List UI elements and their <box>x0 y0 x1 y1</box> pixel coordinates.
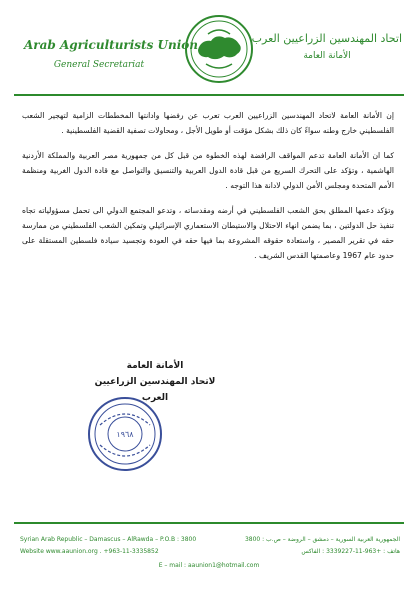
paragraph-rights: وتؤكد دعمها المطلق بحق الشعب الفلسطيني في أرضه ومقدساته ، وتدعو المجتمع الدولي الى تحمل مسؤولياته تجاه تنفيذ حل الدولتين ، بما يضمن انهاء الاحتلال والاستيطان الاستعماري الإسرائيلي وتمكين الشعب الفلسطيني من ممارسة حقه في تقرير المصير ، واستعادة حقوقه المشروعة بما فيها حقه في العودة وتجسيد سيادة فلسطين المستقلة على حدود عام 1967 وعاصمتها القدس الشريف . <box>22 206 394 260</box>
address-english: Syrian Arab Republic – Damascus – AlRawda – P.O.B : 3800 <box>20 536 197 543</box>
address-arabic: الجمهورية العربية السورية – دمشق – الروضة – ص.ب : 3800 <box>244 536 400 543</box>
signature-title: الأمانة العامة <box>126 361 184 371</box>
english-letterhead <box>24 38 199 70</box>
org-name-arabic: اتحاد المهندسين الزراعيين العرب <box>251 32 402 45</box>
email-address[interactable]: E – mail : aaunion1@hotmail.com <box>158 562 260 569</box>
union-logo-icon <box>184 14 254 84</box>
website-phone[interactable]: Website www.aaunion.org . +963-11-3335852 <box>20 548 159 555</box>
paragraph-rejection: إن الأمانة العامة لاتحاد المهندسين الزراعيين العرب تعرب عن رفضها وادانتها المخططات الزامية لتهجير الشعب الفلسطيني خارج وطنه سواءً كان ذلك بشكل مؤقت أو طويل الأجل ، ومحاولات تصفية القضية الفلسطينية . <box>22 111 394 135</box>
letter-footer <box>14 522 404 580</box>
signature-org: لاتحاد المهندسين الزراعيين العرب <box>94 377 216 403</box>
org-name-english: Arab Agriculturists Union <box>24 38 199 52</box>
official-stamp-icon <box>86 395 164 473</box>
stamp-year: ١٩٦٨ <box>116 430 134 439</box>
secretariat-arabic: الأمانة العامة <box>303 51 351 61</box>
secretariat-english: General Secretariat <box>53 60 145 70</box>
phone-fax-arabic: هاتف : +963-11-3339227 : الفاكس <box>301 548 400 555</box>
statement-body <box>22 108 394 273</box>
letterhead <box>14 10 404 96</box>
paragraph-support: كما ان الأمانة العامة تدعم المواقف الرافضة لهذه الخطوة من قبل كل من جمهورية مصر العربية والمملكة الأردنية الهاشمية ، وتؤكد على التحرك السريع من قبل قادة الدول العربية والتنسيق والتواصل مع قادة الدول الغربية ومنظمة الأمم المتحدة ومجلس الأمن الدولي لادانة هذا التوجه . <box>22 151 394 190</box>
arabic-letterhead <box>252 32 402 61</box>
